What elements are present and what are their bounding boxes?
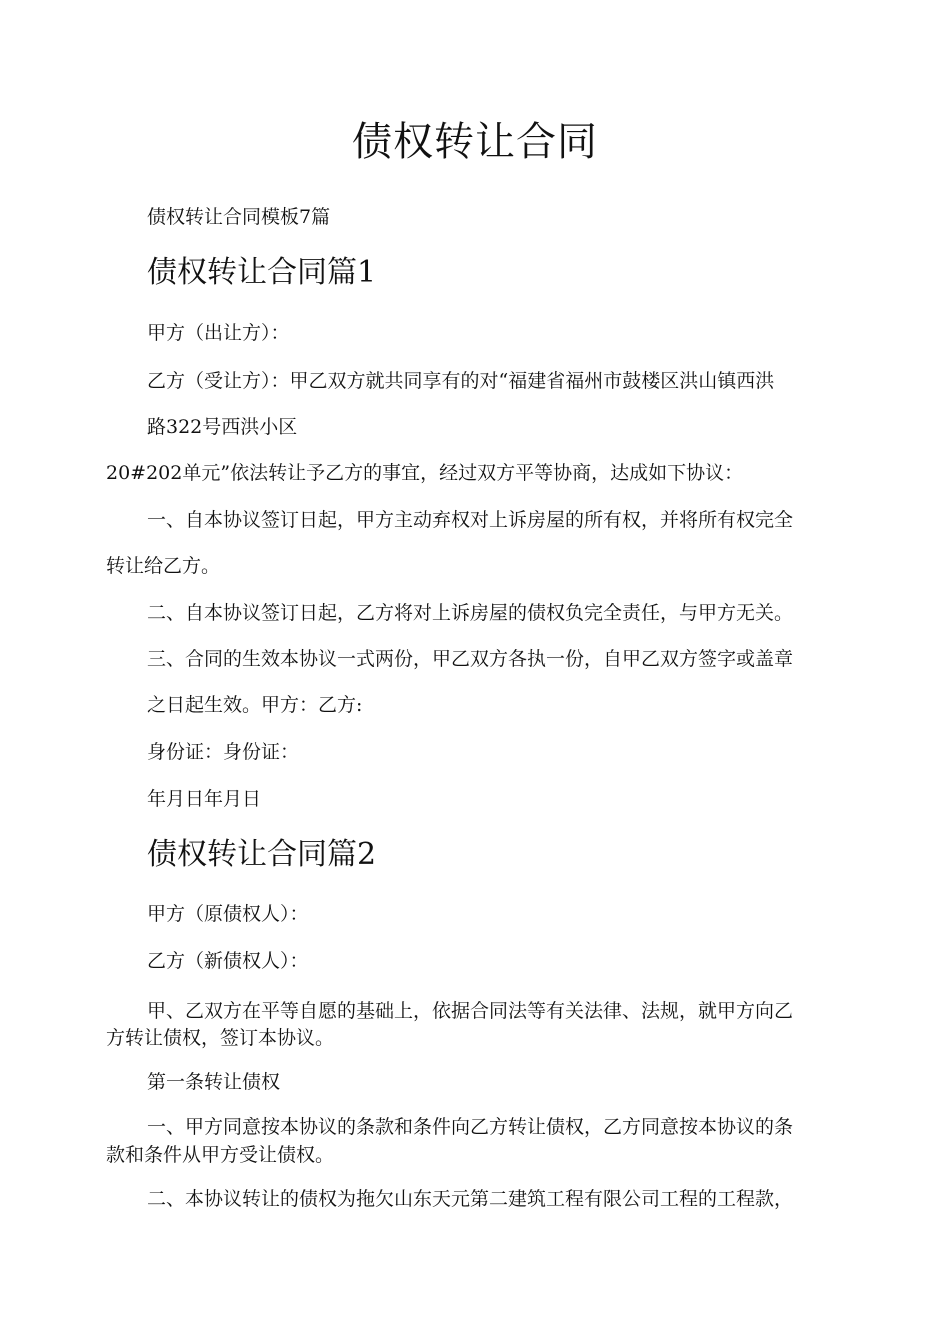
section-1-heading: 债权转让合同篇1 bbox=[147, 255, 377, 290]
section-2-party-b: 乙方（新债权人）： bbox=[147, 950, 309, 972]
document-title: 债权转让合同 bbox=[352, 119, 598, 165]
section-2-article-1-item-1-line-1: 一、甲方同意按本协议的条款和条件向乙方转让债权，乙方同意按本协议的条 bbox=[147, 1116, 794, 1138]
section-1-clause-2: 二、自本协议签订日起，乙方将对上诉房屋的债权负完全责任，与甲方无关。 bbox=[147, 602, 794, 624]
section-1-clause-3-line-1: 三、合同的生效本协议一式两份，甲乙双方各执一份，自甲乙双方签字或盖章 bbox=[147, 648, 794, 670]
section-1-date-line: 年月日年月日 bbox=[147, 788, 262, 810]
section-2-intro-line-2: 方转让债权，签订本协议。 bbox=[106, 1027, 335, 1049]
section-1-party-b-line-2: 路322号西洪小区 bbox=[147, 416, 298, 438]
section-1-party-b-line-1: 乙方（受让方）：甲乙双方就共同享有的对“福建省福州市鼓楼区洪山镇西洪 bbox=[147, 370, 775, 392]
section-1-id-line: 身份证：身份证： bbox=[147, 741, 300, 763]
section-2-article-1-title: 第一条转让债权 bbox=[147, 1071, 281, 1093]
section-2-heading: 债权转让合同篇2 bbox=[147, 837, 377, 872]
section-1-clause-3-line-2: 之日起生效。甲方：乙方: bbox=[147, 694, 363, 716]
section-1-party-b-line-3: 20#202单元”依法转让予乙方的事宜，经过双方平等协商，达成如下协议： bbox=[106, 462, 744, 484]
document-subtitle: 债权转让合同模板7篇 bbox=[147, 206, 331, 228]
section-1-clause-1-line-2: 转让给乙方。 bbox=[106, 555, 221, 577]
section-2-article-1-item-2-line-1: 二、本协议转让的债权为拖欠山东天元第二建筑工程有限公司工程的工程款， bbox=[147, 1188, 794, 1210]
section-2-party-a: 甲方（原债权人）： bbox=[147, 903, 309, 925]
section-1-party-a: 甲方（出让方）： bbox=[147, 322, 290, 344]
section-2-intro-line-1: 甲、乙双方在平等自愿的基础上，依据合同法等有关法律、法规，就甲方向乙 bbox=[147, 1000, 794, 1022]
section-1-clause-1-line-1: 一、自本协议签订日起，甲方主动弃权对上诉房屋的所有权，并将所有权完全 bbox=[147, 509, 794, 531]
section-2-article-1-item-1-line-2: 款和条件从甲方受让债权。 bbox=[106, 1144, 335, 1166]
